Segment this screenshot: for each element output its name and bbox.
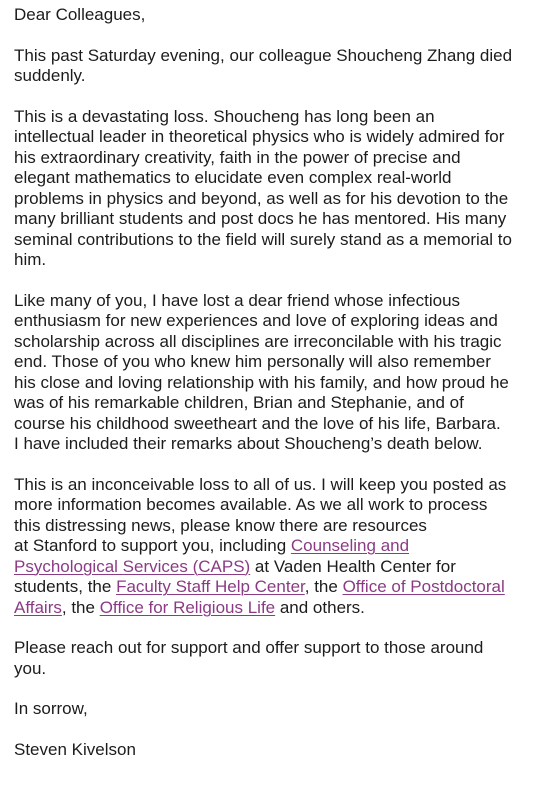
text-segment: , the — [61, 597, 100, 617]
paragraph-gap — [14, 618, 544, 638]
text-line: enthusiasm for new experiences and love of exploring ideas and — [14, 311, 498, 330]
text-line: his extraordinary creativity, faith in the power of precise and — [14, 147, 461, 167]
paragraph-resources — [14, 475, 544, 619]
signature: Steven Kivelson — [14, 739, 136, 759]
text-line: I have included their remarks about Shoucheng’s death below. — [14, 434, 483, 453]
salutation: Dear Colleagues, — [14, 5, 146, 24]
text-line: problems in physics and beyond, as well as for his devotion to the — [14, 188, 509, 208]
paragraph-gap — [14, 720, 544, 740]
text-line: end. Those of you who knew him personally will also remember — [14, 352, 491, 371]
text-line: course his childhood sweetheart and the love of his life, Barbara. — [14, 413, 501, 433]
paragraph-gap — [14, 271, 544, 291]
text-line: elegant mathematics to elucidate even complex real-world — [14, 168, 452, 187]
text-line: this distressing news, please know there are resources — [14, 515, 427, 535]
text-line: more information becomes available. As we all work to process — [14, 495, 488, 514]
paragraph-death-announcement — [14, 46, 544, 87]
text-line: suddenly. — [14, 66, 86, 85]
postdoctoral-affairs-link[interactable]: Office of Postdoctoral — [342, 577, 505, 596]
text-line: his close and loving relationship with his family, and how proud he — [14, 372, 509, 392]
paragraph-gap — [14, 26, 544, 46]
text-line: This is a devastating loss. Shoucheng has long been an — [14, 106, 435, 126]
text-line — [14, 598, 544, 619]
text-segment: students, the — [14, 577, 117, 596]
paragraph-gap — [14, 87, 544, 107]
paragraph-loss — [14, 107, 544, 271]
paragraph-gap — [14, 679, 544, 699]
caps-link-continued[interactable]: Psychological Services (CAPS) — [14, 556, 251, 576]
paragraph-friendship — [14, 291, 544, 455]
postdoctoral-affairs-link-continued[interactable]: Affairs — [14, 597, 62, 617]
text-segment: , the — [304, 577, 343, 596]
text-line: you. — [14, 658, 47, 678]
caps-link[interactable]: Counseling and — [290, 536, 410, 555]
text-line: intellectual leader in theoretical physics who is widely admired for — [14, 127, 505, 146]
text-line: was of his remarkable children, Brian and Stephanie, and of — [14, 393, 464, 412]
religious-life-link[interactable]: Office for Religious Life — [99, 597, 276, 617]
faculty-staff-help-center-link[interactable]: Faculty Staff Help Center — [116, 577, 305, 596]
text-line: This is an inconceivable loss to all of us. I will keep you posted as — [14, 474, 507, 494]
text-line — [14, 536, 544, 557]
text-line: many brilliant students and post docs he has mentored. His many — [14, 209, 507, 228]
paragraph-gap — [14, 455, 544, 475]
paragraph-support — [14, 638, 544, 679]
text-line — [14, 557, 544, 578]
text-line: Please reach out for support and offer support to those around — [14, 638, 484, 657]
text-line: him. — [14, 250, 47, 269]
text-line: seminal contributions to the field will surely stand as a memorial to — [14, 229, 512, 249]
text-line — [14, 577, 544, 598]
closing: In sorrow, — [14, 699, 88, 718]
text-segment: at Vaden Health Center for — [250, 556, 456, 576]
text-line: scholarship across all disciplines are irreconcilable with his tragic — [14, 331, 502, 351]
text-segment: at Stanford to support you, including — [14, 536, 291, 555]
text-line: Like many of you, I have lost a dear friend whose infectious — [14, 290, 461, 310]
text-line: This past Saturday evening, our colleague Shoucheng Zhang died — [14, 45, 513, 65]
text-segment: and others. — [275, 597, 365, 617]
